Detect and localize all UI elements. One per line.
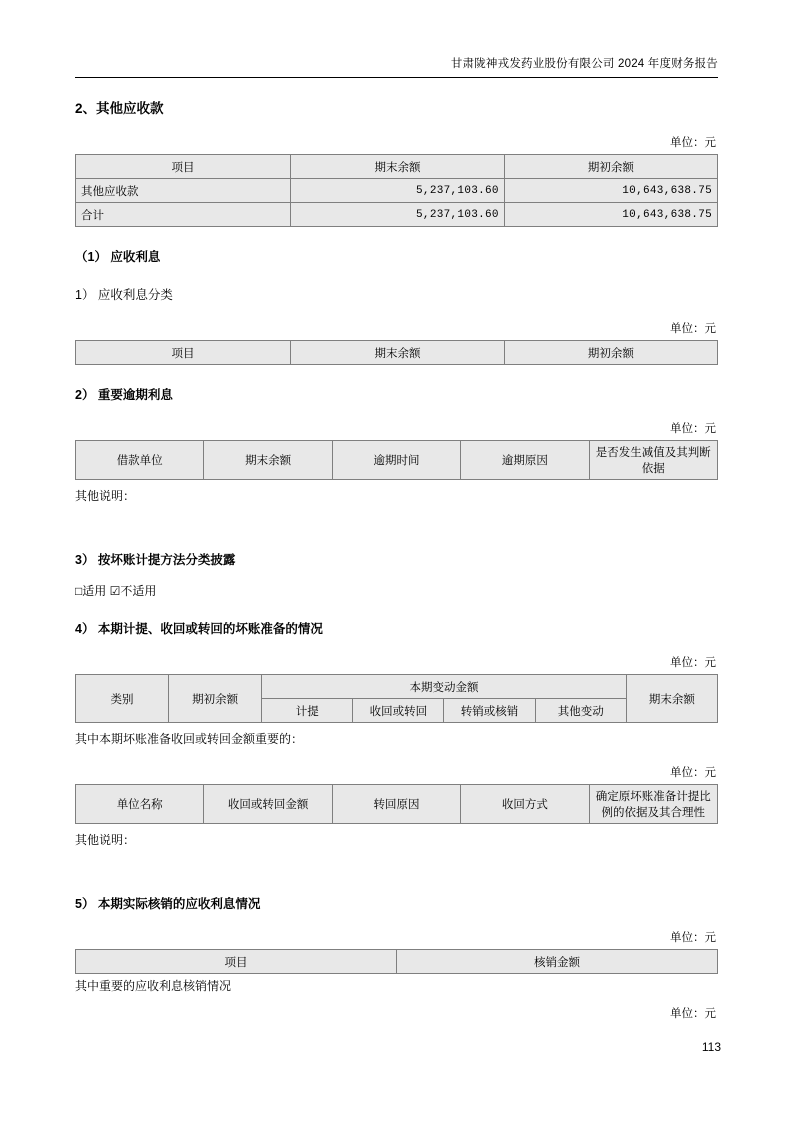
spacer (75, 848, 718, 874)
table-header-row (76, 155, 718, 179)
table-header-row (76, 950, 718, 974)
important-recovery-table (75, 784, 718, 824)
bad-debt-provision-table (75, 674, 718, 723)
col-header-begin-balance: 期初余额 (504, 155, 717, 179)
unit-label-1: 单位：元 (670, 137, 716, 149)
col-header-ratio-basis: 确定原坏账准备计提比例的依据及其合理性 (589, 785, 717, 824)
unit-label-5: 单位：元 (670, 767, 716, 779)
table-header-row (76, 785, 718, 824)
subsection-title-1-4: 4） 本期计提、收回或转回的坏账准备的情况 (75, 622, 323, 636)
unit-label-2: 单位：元 (670, 323, 716, 335)
writeoff-interest-table (75, 949, 718, 974)
table-header-row (76, 441, 718, 480)
col-header-reversal-reason: 转回原因 (332, 785, 460, 824)
cell-begin-balance: 10,643,638.75 (504, 203, 717, 227)
other-explanation-2: 其他说明： (75, 833, 136, 847)
col-header-other-change: 其他变动 (535, 699, 626, 723)
col-header-writeoff: 转销或核销 (444, 699, 535, 723)
subsection-title-1-3: 3） 按坏账计提方法分类披露 (75, 553, 236, 567)
table-header-row (76, 341, 718, 365)
unit-label-4: 单位：元 (670, 657, 716, 669)
col-header-begin-balance: 期初余额 (169, 675, 262, 723)
cell-end-balance: 5,237,103.60 (291, 203, 505, 227)
unit-label-7: 单位：元 (670, 1008, 716, 1020)
col-header-writeoff-amount: 核销金额 (397, 950, 718, 974)
page-content (75, 0, 718, 1025)
col-header-overdue-time: 逾期时间 (332, 441, 460, 480)
unit-label-6: 单位：元 (670, 932, 716, 944)
col-header-end-balance: 期末余额 (291, 155, 505, 179)
other-receivables-table (75, 154, 718, 227)
subsection-title-1-2: 2） 重要逾期利息 (75, 388, 173, 402)
col-header-recovery-method: 收回方式 (461, 785, 589, 824)
interest-classification-table (75, 340, 718, 365)
col-header-item: 项目 (76, 950, 397, 974)
cell-item: 其他应收款 (76, 179, 291, 203)
col-header-overdue-reason: 逾期原因 (461, 441, 589, 480)
page-number: 113 (701, 1040, 721, 1054)
col-header-begin-balance: 期初余额 (504, 341, 717, 365)
cell-end-balance: 5,237,103.60 (291, 179, 505, 203)
applicable-checkbox-line[interactable]: □适用 ☑不适用 (75, 584, 157, 598)
header-divider (75, 77, 718, 78)
col-header-end-balance: 期末余额 (291, 341, 505, 365)
col-header-category: 类别 (76, 675, 169, 723)
other-explanation-1: 其他说明： (75, 489, 136, 503)
col-header-end-balance: 期末余额 (626, 675, 717, 723)
cell-begin-balance: 10,643,638.75 (504, 179, 717, 203)
col-header-borrower: 借款单位 (76, 441, 204, 480)
section-title: 2、其他应收款 (75, 101, 164, 116)
unit-label-3: 单位：元 (670, 423, 716, 435)
note-important-writeoff: 其中重要的应收利息核销情况 (75, 979, 232, 993)
subsection-title-1-5: 5） 本期实际核销的应收利息情况 (75, 897, 261, 911)
col-header-recovery-amount: 收回或转回金额 (204, 785, 332, 824)
table-header-row-1 (76, 675, 718, 699)
subsection-title-1: （1） 应收利息 (75, 250, 161, 264)
note-important-recovery: 其中本期坏账准备收回或转回金额重要的： (75, 732, 304, 746)
spacer (75, 504, 718, 530)
col-header-item: 项目 (76, 155, 291, 179)
col-header-end-balance: 期末余额 (204, 441, 332, 480)
table-row (76, 203, 718, 227)
cell-item: 合计 (76, 203, 291, 227)
overdue-interest-table (75, 440, 718, 480)
col-header-period-change: 本期变动金额 (262, 675, 627, 699)
col-header-company-name: 单位名称 (76, 785, 204, 824)
col-header-impairment-basis: 是否发生减值及其判断依据 (589, 441, 717, 480)
table-row (76, 179, 718, 203)
col-header-accrual: 计提 (262, 699, 353, 723)
col-header-recovery: 收回或转回 (353, 699, 444, 723)
col-header-item: 项目 (76, 341, 291, 365)
subsection-title-1-1: 1） 应收利息分类 (75, 288, 173, 302)
page-header-text: 甘肃陇神戎发药业股份有限公司 2024 年度财务报告 (450, 58, 718, 70)
